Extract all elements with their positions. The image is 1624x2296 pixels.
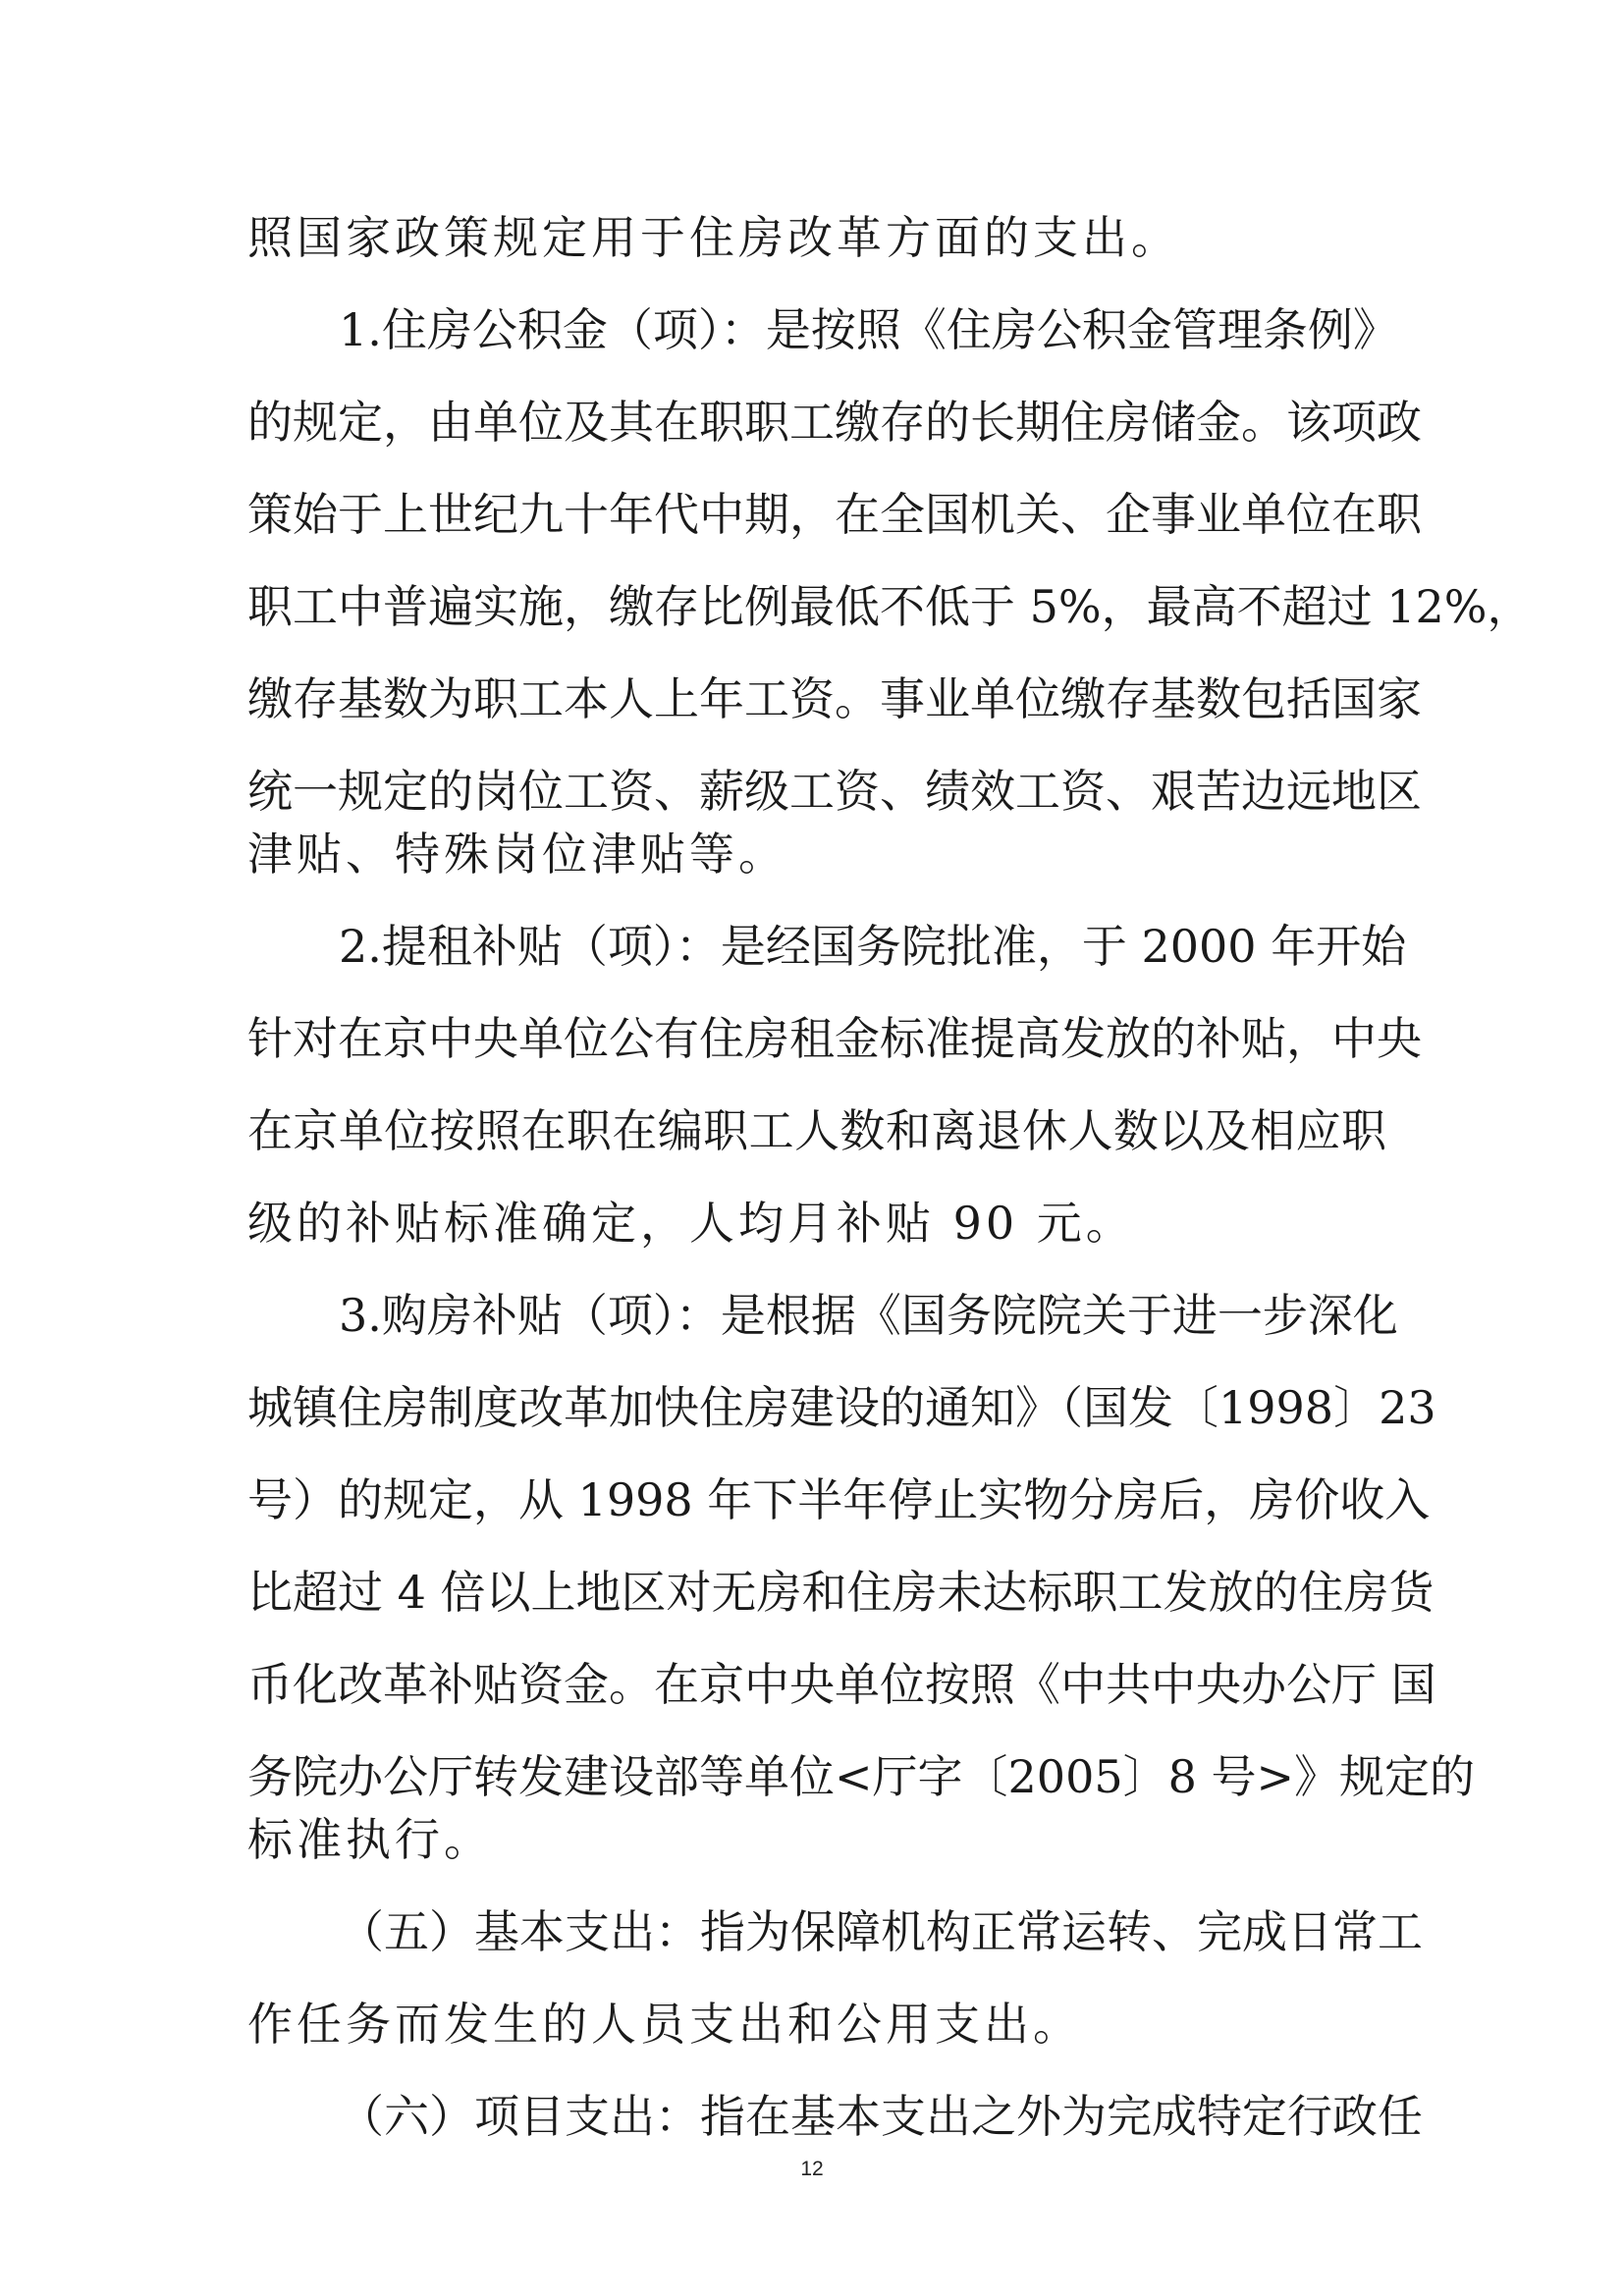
paragraph-line-16: 比超过 4 倍以上地区对无房和住房未达标职工发放的住房货 [247, 1566, 1435, 1619]
paragraph-line-3: 的规定，由单位及其在职职工缴存的长期住房储金。该项政 [247, 396, 1422, 449]
paragraph-line-15: 号）的规定，从 1998 年下半年停止实物分房后，房价收入 [247, 1473, 1431, 1526]
page-number: 12 [800, 2158, 824, 2180]
paragraph-line-4: 策始于上世纪九十年代中期，在全国机关、企事业单位在职 [247, 488, 1422, 541]
paragraph-line-10: 针对在京中央单位公有住房租金标准提高发放的补贴，中央 [247, 1012, 1422, 1065]
paragraph-line-2: 1.住房公积金（项）：是按照《住房公积金管理条例》 [339, 303, 1398, 356]
paragraph-line-18: 务院办公厅转发建设部等单位<厅字〔2005〕8 号>》规定的 [247, 1750, 1476, 1803]
paragraph-line-12: 级的补贴标准确定，人均月补贴 90 元。 [247, 1197, 1135, 1250]
paragraph-line-21: 作任务而发生的人员支出和公用支出。 [247, 1998, 1082, 2051]
paragraph-line-9: 2.提租补贴（项）：是经国务院批准，于 2000 年开始 [339, 920, 1407, 973]
paragraph-line-22: （六）项目支出：指在基本支出之外为完成特定行政任 [339, 2090, 1423, 2143]
paragraph-line-5: 职工中普遍实施，缴存比例最低不低于 5%，最高不超过 12%， [247, 580, 1533, 633]
paragraph-line-8: 津贴、特殊岗位津贴等。 [247, 828, 787, 881]
paragraph-line-11: 在京单位按照在职在编职工人数和离退休人数以及相应职 [247, 1104, 1386, 1157]
paragraph-line-14: 城镇住房制度改革加快住房建设的通知》（国发〔1998〕23 [247, 1381, 1436, 1434]
paragraph-line-20: （五）基本支出：指为保障机构正常运转、完成日常工 [339, 1905, 1423, 1958]
paragraph-line-1: 照国家政策规定用于住房改革方面的支出。 [247, 211, 1180, 264]
paragraph-line-7: 统一规定的岗位工资、薪级工资、绩效工资、艰苦边远地区 [247, 765, 1422, 818]
paragraph-line-13: 3.购房补贴（项）：是根据《国务院院关于进一步深化 [339, 1289, 1398, 1342]
paragraph-line-6: 缴存基数为职工本人上年工资。事业单位缴存基数包括国家 [247, 672, 1422, 725]
paragraph-line-19: 标准执行。 [247, 1813, 493, 1866]
paragraph-line-17: 币化改革补贴资金。在京中央单位按照《中共中央办公厅 国 [247, 1658, 1436, 1711]
